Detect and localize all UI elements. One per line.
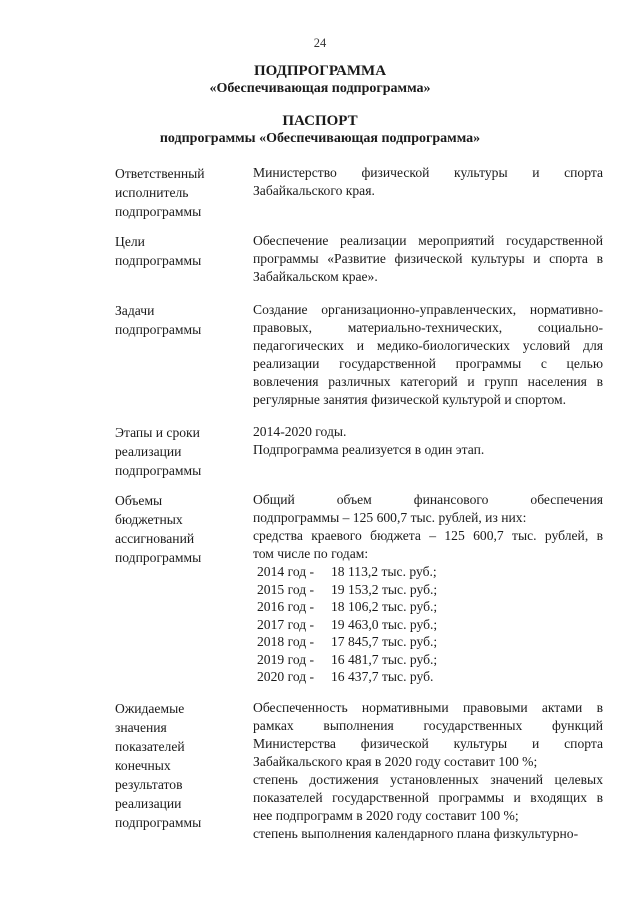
budget-year-item (257, 651, 603, 669)
subprogram-subtitle: «Обеспечивающая подпрограмма» (209, 81, 431, 96)
label-line: бюджетных (115, 512, 183, 527)
label-line: подпрограммы (115, 253, 202, 268)
yearly-budget-list (253, 563, 603, 686)
label-line: реализации (115, 444, 182, 459)
label-line: реализации (115, 796, 182, 811)
value-line: степень достижения установленных значений целевых (253, 772, 603, 787)
value-line: реализации государственной программы с целью (253, 356, 603, 371)
value-line: регулярные занятия физической культурой и спортом. (253, 392, 567, 407)
row-value (253, 699, 603, 843)
budget-year: 2016 год - (257, 599, 315, 614)
label-line: подпрограммы (115, 815, 202, 830)
budget-year-item (257, 616, 603, 634)
row-value (253, 491, 603, 686)
label-line: Ожидаемые (115, 701, 185, 716)
label-line: подпрограммы (115, 463, 202, 478)
value-line: Забайкальского края в 2020 году составит 100 %; (253, 754, 538, 769)
budget-amount: 19 463,0 тыс. руб.; (331, 616, 438, 632)
value-line: 2014-2020 годы. (253, 424, 347, 439)
value-line: Подпрограмма реализуется в один этап. (253, 442, 485, 457)
budget-year-item (257, 598, 603, 616)
label-line: значения (115, 720, 167, 735)
value-line: Забайкальском крае». (253, 269, 378, 284)
row-label (115, 301, 235, 339)
passport-heading (0, 112, 640, 148)
value-line: Обеспеченность нормативными правовыми актами в (253, 700, 603, 715)
row-value (253, 423, 603, 459)
budget-year: 2014 год - (257, 564, 315, 579)
subprogram-title: ПОДПРОГРАММА (253, 63, 387, 79)
value-line: рамках выполнения государственных функций (253, 718, 603, 733)
value-line: Забайкальского края. (253, 183, 375, 198)
budget-year-item (257, 633, 603, 651)
budget-amount: 17 845,7 тыс. руб.; (331, 634, 438, 649)
label-line: исполнитель (115, 185, 189, 200)
label-line: подпрограммы (115, 550, 202, 565)
label-line: конечных (115, 758, 171, 773)
row-label (115, 491, 235, 567)
passport-title: ПАСПОРТ (282, 113, 358, 129)
label-line: Этапы и сроки (115, 425, 200, 440)
budget-amount: 18 113,2 тыс. руб.; (331, 564, 437, 579)
budget-year: 2015 год - (257, 581, 315, 597)
label-line: показателей (115, 739, 185, 754)
budget-amount: 19 153,2 тыс. руб.; (331, 581, 438, 597)
row-label (115, 423, 235, 480)
label-line: Задачи (115, 303, 155, 318)
passport-subtitle: подпрограммы «Обеспечивающая подпрограмма» (159, 131, 481, 146)
value-line: подпрограммы – 125 600,7 тыс. рублей, из них: (253, 510, 527, 525)
value-line: Общий объем финансового обеспечения (253, 492, 603, 507)
label-line: ассигнований (115, 531, 195, 546)
budget-year-item (257, 581, 603, 599)
budget-year: 2018 год - (257, 634, 315, 649)
value-line: вовлечения различных категорий и групп населения в (253, 374, 603, 389)
value-line: средства краевого бюджета – 125 600,7 тыс. рублей, в (253, 528, 603, 543)
row-label (115, 232, 235, 270)
row-value (253, 164, 603, 200)
row-value (253, 301, 603, 409)
label-line: результатов (115, 777, 183, 792)
value-line: Министерство физической культуры и спорта (253, 165, 603, 180)
value-line: правовых, материально-технических, социально- (253, 320, 603, 335)
value-line: Обеспечение реализации мероприятий государственной (253, 233, 603, 248)
budget-year-item (257, 668, 603, 686)
row-label (115, 699, 235, 832)
budget-year-item (257, 563, 603, 581)
budget-year: 2019 год - (257, 651, 315, 667)
label-line: подпрограммы (115, 204, 202, 219)
row-label (115, 164, 235, 221)
label-line: Цели (115, 234, 145, 249)
budget-year: 2017 год - (257, 616, 315, 632)
value-line: Создание организационно-управленческих, нормативно- (253, 302, 603, 317)
budget-amount: 16 481,7 тыс. руб.; (331, 651, 438, 667)
value-line: Министерства физической культуры и спорта (253, 736, 603, 751)
value-line: показателей государственной программы и входящих в (253, 790, 603, 805)
value-line: педагогических и медико-биологических условий для (253, 338, 603, 353)
label-line: Ответственный (115, 166, 205, 181)
label-line: подпрограммы (115, 322, 202, 337)
label-line: Объемы (115, 493, 163, 508)
value-line: степень выполнения календарного плана физкультурно- (253, 826, 579, 841)
budget-amount: 18 106,2 тыс. руб.; (331, 599, 438, 614)
value-line: нее подпрограмм в 2020 году составит 100 %; (253, 808, 519, 823)
row-value (253, 232, 603, 286)
budget-amount: 16 437,7 тыс. руб. (331, 669, 434, 684)
budget-year: 2020 год - (257, 669, 315, 684)
value-line: программы «Развитие физической культуры и спорта в (253, 251, 603, 266)
value-line: том числе по годам: (253, 546, 369, 561)
page-number: 24 (313, 36, 327, 50)
subprogram-heading (0, 62, 640, 98)
